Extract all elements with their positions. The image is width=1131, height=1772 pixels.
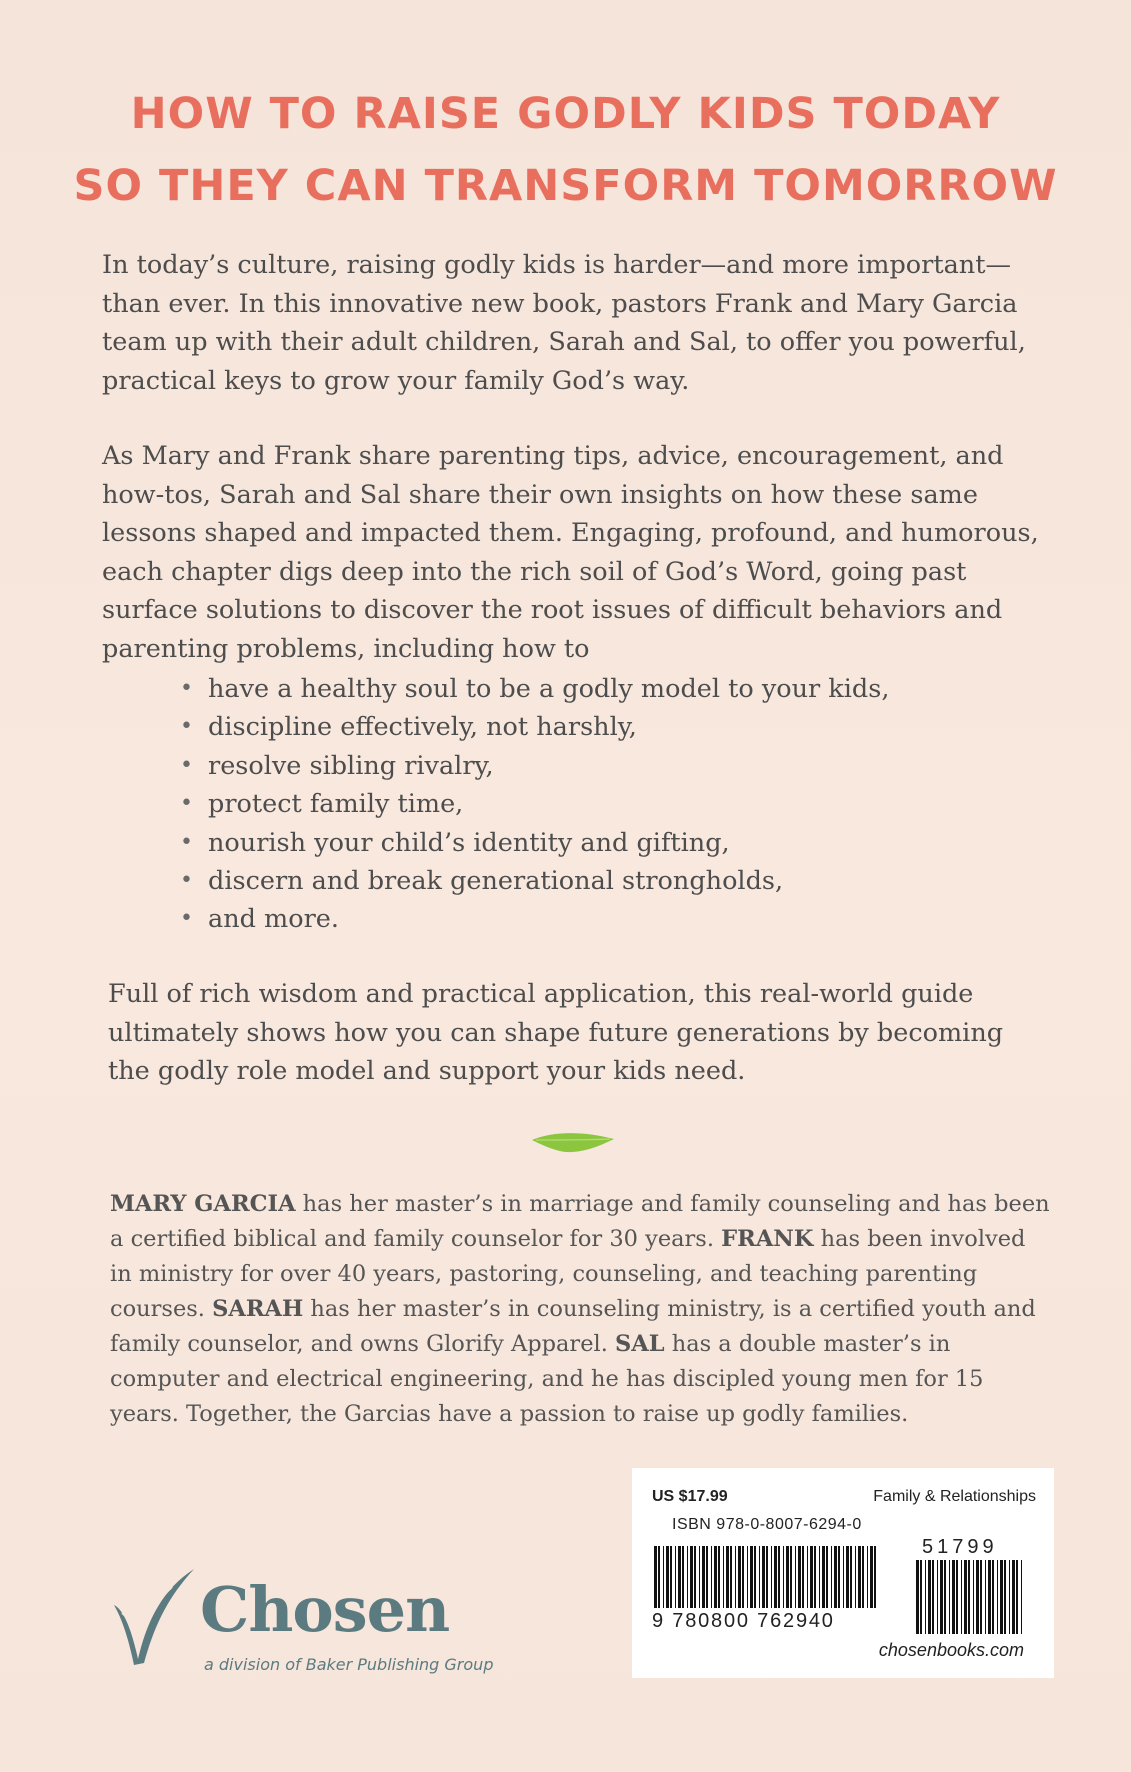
- author-bio: MARY GARCIA has her master’s in marriage and family counseling and has been a certified biblical and family counselor for 30 years. FRANK has been involved in ministry for over 40 years, pastoring, counseling, and teaching parenting courses. SARAH has her master’s in counseling ministry, is a certified youth and family counselor, and owns Glorify Apparel. SAL has a double master’s in computer and electrical engineering, and he has discipled young men for 15 years. Together, the Garcias have a passion to raise up godly families.: [110, 1191, 1050, 1427]
- price-addon-number: 51799: [922, 1536, 998, 1558]
- website-label: chosenbooks.com: [878, 1640, 1024, 1660]
- publisher-logo: [112, 1563, 512, 1683]
- headline-line-1: HOW TO RAISE GODLY KIDS TODAY: [130, 89, 1001, 139]
- price-label: US $17.99: [652, 1488, 728, 1505]
- checkmark-logo-icon: [112, 1563, 202, 1673]
- author-name-mary: MARY GARCIA: [110, 1191, 296, 1217]
- list-item: • discipline effectively, not harshly,: [180, 708, 889, 746]
- category-label: Family & Relationships: [873, 1488, 1036, 1505]
- addon-barcode-icon: [914, 1560, 1026, 1634]
- list-item: • discern and break generational strongholds,: [180, 862, 889, 900]
- list-item: • resolve sibling rivalry,: [180, 747, 889, 785]
- barcode-panel: [632, 1468, 1054, 1678]
- headline: [0, 78, 1131, 222]
- intro-paragraph: In today’s culture, raising godly kids is harder—and more important—than ever. In this innovative new book, pastors Frank and Mary Garcia team up with their adult children, Sarah and Sal, to offer you powerful, practical keys to grow your family God’s way.: [102, 250, 1026, 396]
- author-name-sal: SAL: [615, 1331, 665, 1357]
- headline-line-2: SO THEY CAN TRANSFORM TOMORROW: [73, 161, 1058, 211]
- bullet-icon: •: [180, 791, 193, 817]
- list-item: • have a healthy soul to be a godly model to your kids,: [180, 670, 889, 708]
- list-item: • nourish your child’s identity and gifting,: [180, 824, 889, 862]
- author-name-sarah: SARAH: [212, 1296, 304, 1322]
- bullet-icon: •: [180, 868, 193, 894]
- isbn-label: ISBN 978-0-8007-6294-0: [672, 1516, 862, 1533]
- bullet-icon: •: [180, 676, 193, 701]
- publisher-name: Chosen: [200, 1573, 450, 1646]
- barcode-digits: 9 780800 762940: [652, 1610, 835, 1632]
- summary-paragraph: Full of rich wisdom and practical application, this real-world guide ultimately shows how you can shape future generations by becoming the godly role model and support your kids need.: [108, 979, 1004, 1086]
- author-name-frank: FRANK: [721, 1226, 814, 1252]
- bullet-icon: •: [180, 829, 193, 855]
- bullet-icon: •: [180, 714, 193, 740]
- bullet-icon: •: [180, 752, 193, 778]
- topics-list: [180, 670, 889, 939]
- publisher-tagline: a division of Baker Publishing Group: [204, 1655, 494, 1674]
- list-item: • and more.: [180, 900, 889, 938]
- description-paragraph: As Mary and Frank share parenting tips, advice, encouragement, and how-tos, Sarah and Sal share their own insights on how these same lessons shaped and impacted them. Engaging, profound, and humorous, each chapter digs deep into the rich soil of God’s Word, going past surface solutions to discover the root issues of difficult behaviors and parenting problems, including how to: [102, 441, 1039, 664]
- bullet-icon: •: [180, 906, 193, 932]
- list-item: • protect family time,: [180, 785, 889, 823]
- leaf-icon: [530, 1128, 616, 1158]
